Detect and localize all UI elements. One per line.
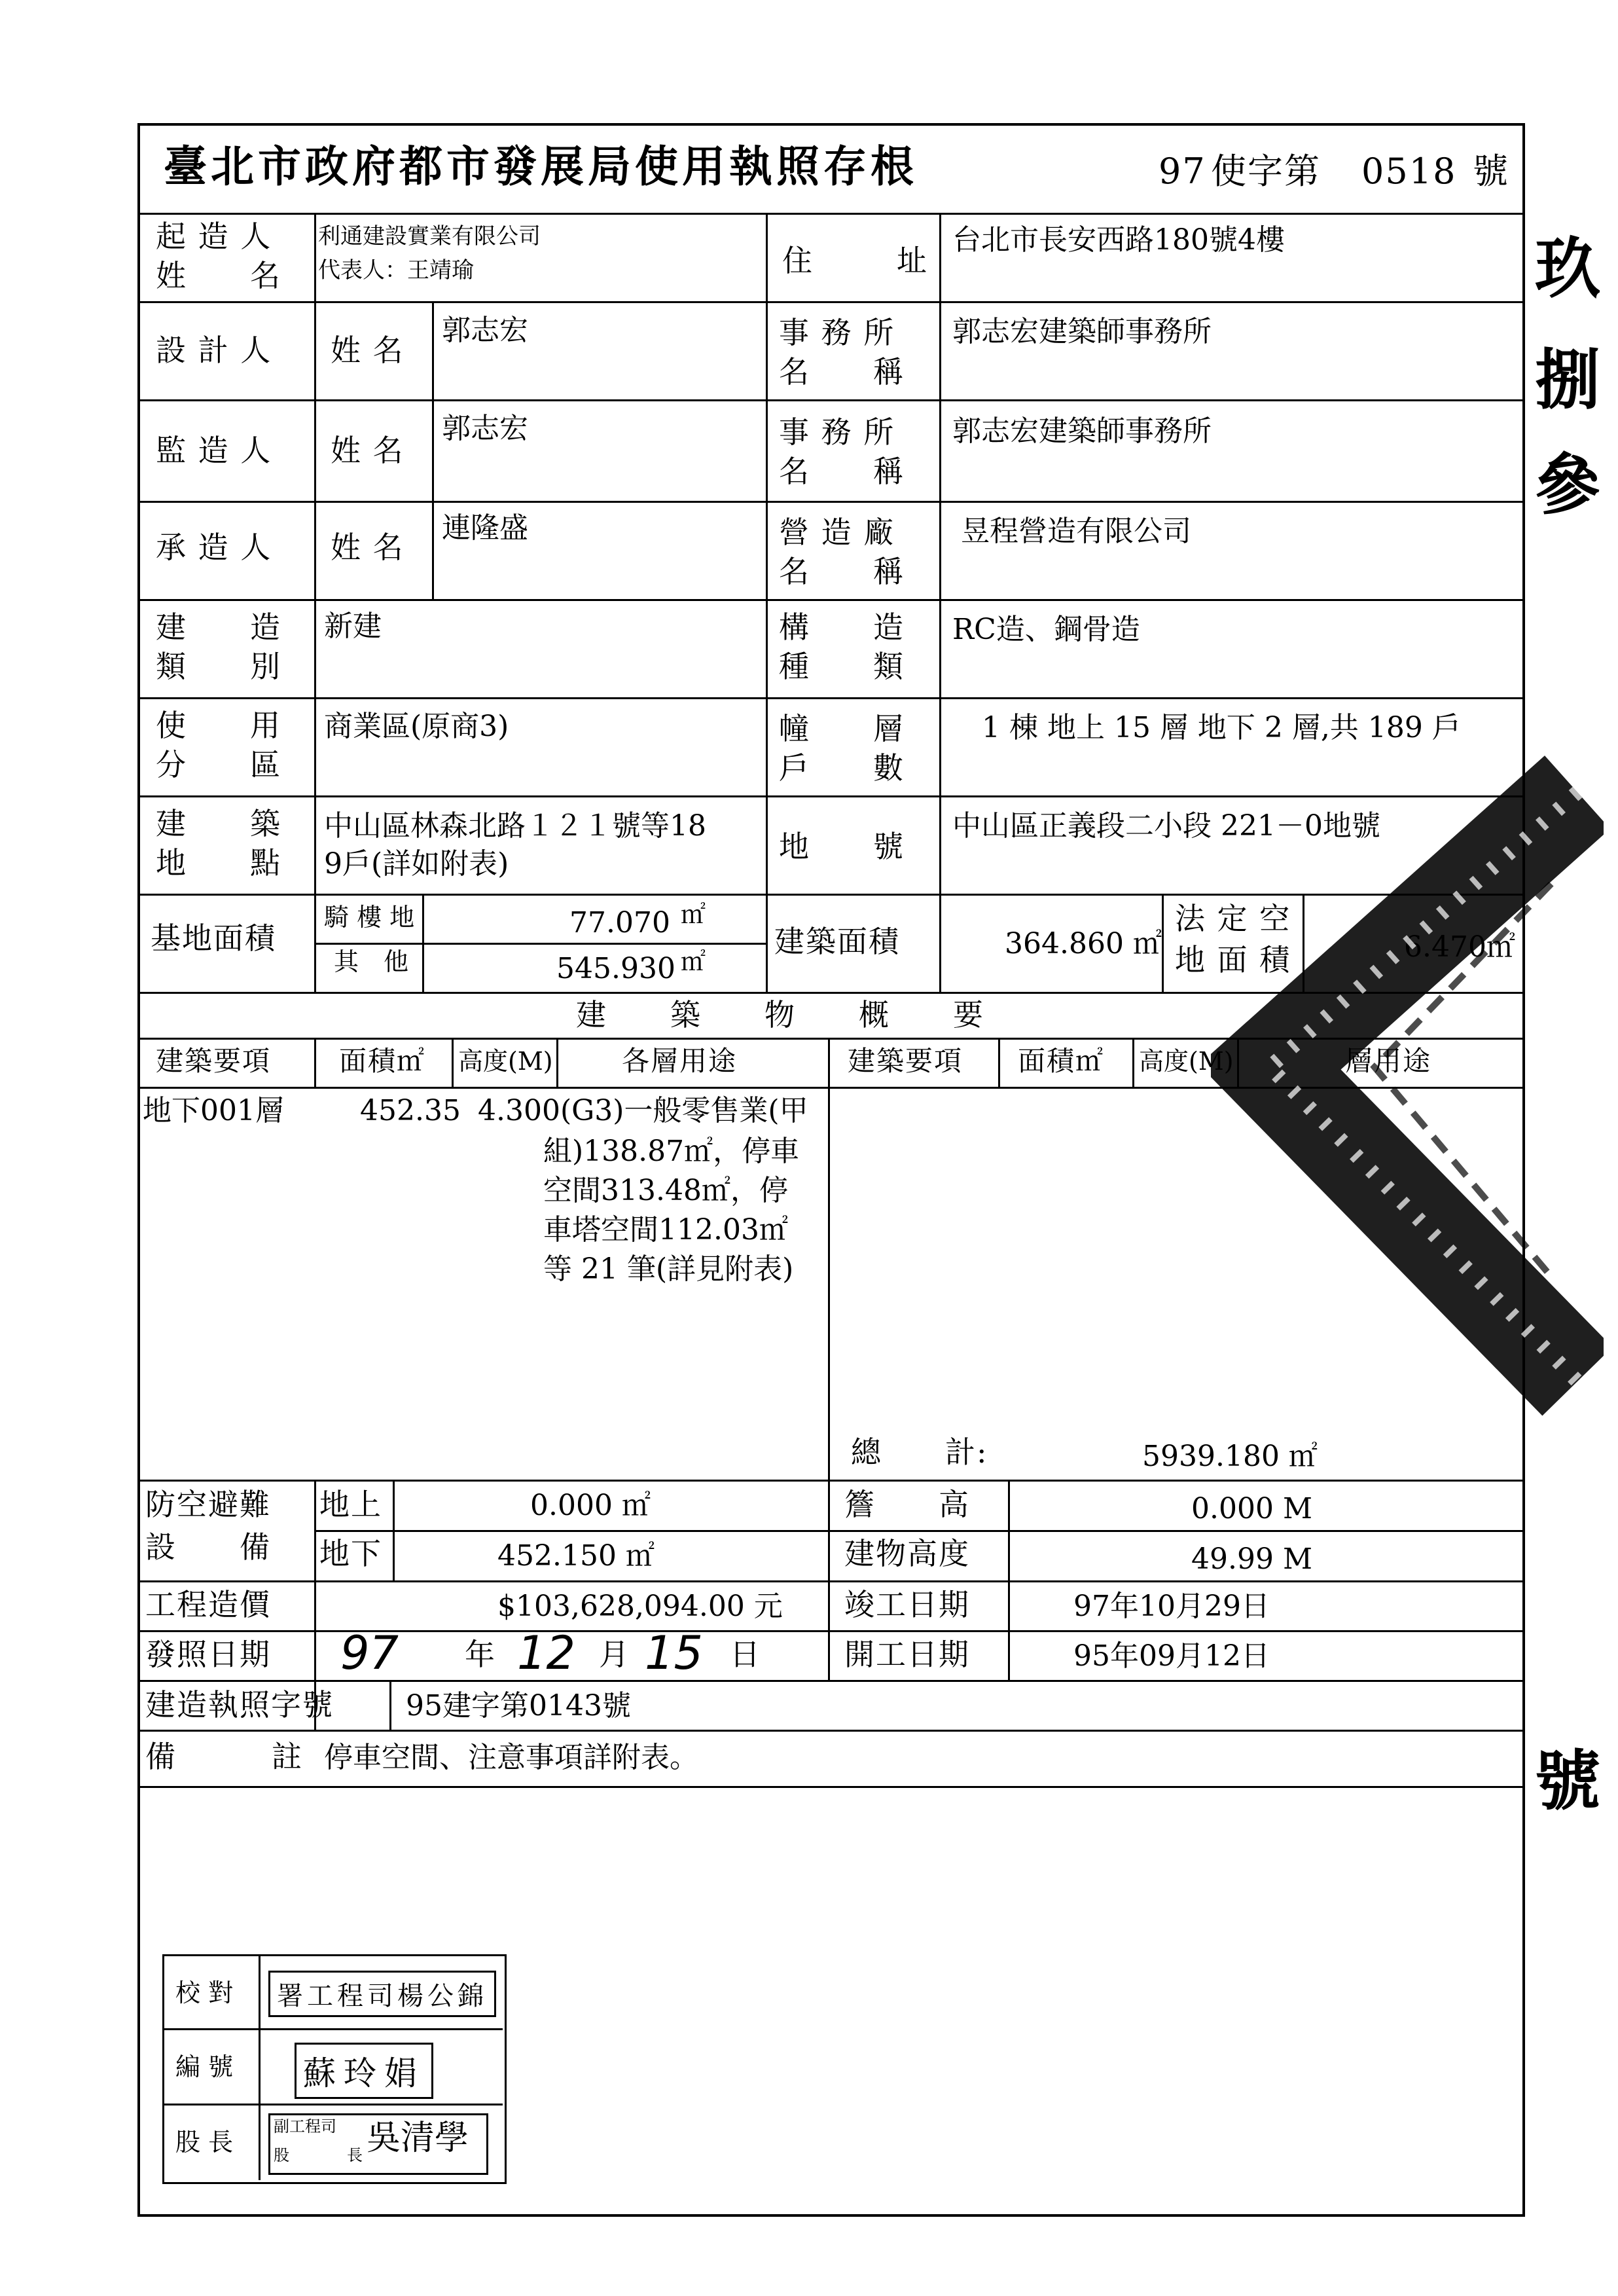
supervisor-office: 郭志宏建築師事務所: [952, 414, 1212, 448]
col-height: 高度(M): [458, 1047, 553, 1076]
rule: [137, 1680, 1525, 1682]
issue-month: 12: [517, 1626, 576, 1680]
designer-office: 郭志宏建築師事務所: [952, 315, 1212, 348]
rule: [137, 213, 1525, 215]
permit-label: 建造執照字號: [145, 1687, 334, 1722]
rule: [828, 1038, 830, 1087]
structure-value: RC造、鋼骨造: [952, 613, 1140, 646]
address-label-a: 住: [782, 243, 814, 278]
contractor-office-label-b: 名 稱: [779, 554, 905, 589]
cost-label: 工程造價: [145, 1587, 271, 1622]
cost-value: $103,628,094.00 元: [497, 1590, 783, 1623]
address-label-b: 址: [897, 243, 928, 278]
supervisor-office-label-b: 名 稱: [779, 454, 905, 489]
issue-date-label: 發照日期: [145, 1637, 271, 1672]
zoning-value: 商業區(原商3): [324, 710, 509, 743]
issue-day-unit: 日: [730, 1637, 761, 1672]
supervisor-name: 郭志宏: [442, 412, 528, 445]
start-date-value: 95年09月12日: [1073, 1639, 1270, 1673]
rule: [137, 697, 1525, 699]
contractor-name-label: 姓 名: [331, 530, 404, 565]
height-label: 建物高度: [844, 1536, 970, 1571]
margin-character: 玖: [1535, 230, 1600, 307]
height-value: 49.99 M: [1191, 1542, 1313, 1576]
shelter-above-value: 0.000 ㎡: [530, 1489, 651, 1522]
arcade-label: 騎 樓 地: [324, 903, 415, 932]
chief-stamp-unit-b: 長: [347, 2146, 363, 2164]
rule: [137, 301, 1525, 303]
eave-label: 簷 高: [844, 1487, 970, 1522]
issue-year-unit: 年: [465, 1637, 496, 1672]
rule: [452, 1038, 454, 1087]
rule: [259, 1954, 261, 2180]
col-item: 建築要項: [156, 1045, 272, 1077]
check-stamp: 署工程司楊公錦: [268, 1971, 496, 2017]
rule: [314, 943, 766, 945]
arcade-unit: ㎡: [681, 900, 706, 929]
issue-day: 15: [645, 1626, 704, 1680]
rule: [314, 213, 316, 992]
number-label: 編 號: [175, 2052, 234, 2081]
rule: [314, 1038, 316, 1087]
col-item-right: 建築要項: [848, 1045, 963, 1077]
other-area-label: 其 他: [334, 947, 409, 976]
floors-value: 1 棟 地上 15 層 地下 2 層,共 189 戶: [982, 711, 1461, 744]
rule: [389, 1680, 391, 1730]
rule: [556, 1038, 558, 1087]
build-type-label-b: 類 別: [156, 649, 281, 684]
supervisor-role: 監 造 人: [156, 433, 272, 468]
row-use-line: 空間313.48㎡，停: [543, 1174, 788, 1207]
chief-stamp-unit: 股: [274, 2146, 289, 2164]
chief-stamp-name: 吳清學: [367, 2119, 469, 2158]
floors-label-a: 幢 層: [779, 711, 905, 746]
rule: [1162, 894, 1164, 992]
rule: [422, 894, 424, 992]
completion-value: 97年10月29日: [1073, 1590, 1270, 1623]
row-floor: 地下001層: [143, 1094, 284, 1127]
rule: [998, 1038, 1000, 1087]
row-use-line: 車塔空間112.03㎡: [543, 1213, 788, 1247]
supervisor-office-label-a: 事 務 所: [779, 414, 895, 450]
row-area: 452.35: [360, 1094, 461, 1127]
rule: [162, 2104, 503, 2105]
contractor-name: 連隆盛: [442, 511, 528, 545]
rule: [162, 2028, 503, 2030]
shelter-below-label: 地下: [319, 1536, 382, 1571]
remark-value: 停車空間、注意事項詳附表。: [324, 1741, 698, 1774]
shelter-label-a: 防空避難: [145, 1487, 271, 1522]
rule: [314, 1530, 1525, 1532]
chief-label: 股 長: [175, 2128, 234, 2157]
rule: [137, 1580, 1525, 1582]
open-space-label-b: 地 面 積: [1175, 942, 1291, 977]
check-label: 校 對: [175, 1978, 234, 2007]
margin-character: 參: [1535, 446, 1600, 523]
rule: [432, 301, 434, 599]
floors-label-b: 戶 數: [779, 750, 905, 786]
serial-prefix: 97: [1159, 151, 1206, 192]
shelter-above-label: 地上: [319, 1487, 382, 1522]
shelter-label-b: 設 備: [145, 1529, 271, 1565]
rule: [137, 599, 1525, 601]
owner-representative: 代表人：王靖瑜: [318, 257, 474, 283]
location-label-b: 地 點: [156, 845, 281, 881]
row-use-line: 等 21 筆(詳見附表): [543, 1252, 794, 1286]
location-value-a: 中山區林森北路１２１號等18: [324, 809, 706, 843]
rule: [137, 1480, 1525, 1482]
owner-address: 台北市長安西路180號4樓: [952, 223, 1285, 257]
location-value-b: 9戶(詳如附表): [324, 847, 509, 881]
total-label: 總 計:: [851, 1434, 988, 1470]
remark-label-a: 備: [145, 1739, 177, 1774]
rule: [137, 399, 1525, 401]
rule: [137, 1786, 1525, 1788]
designer-office-label-a: 事 務 所: [779, 315, 895, 350]
building-area-value: 364.860 ㎡: [1005, 927, 1162, 960]
margin-character: 號: [1535, 1743, 1600, 1819]
lot-label: 地 號: [779, 829, 905, 864]
rule: [828, 1480, 830, 1680]
zoning-label-a: 使 用: [156, 708, 281, 743]
open-space-value: 6.470㎡: [1404, 930, 1515, 964]
shelter-below-value: 452.150 ㎡: [497, 1539, 655, 1573]
issue-month-unit: 月: [599, 1637, 630, 1672]
contractor-role: 承 造 人: [156, 530, 272, 565]
owner-label-a: 起 造 人: [156, 219, 272, 254]
location-label-a: 建 築: [156, 806, 281, 841]
total-value: 5939.180 ㎡: [1142, 1440, 1318, 1473]
other-area-value: 545.930: [556, 952, 675, 985]
rule: [137, 501, 1525, 503]
building-area-label: 建築面積: [774, 924, 900, 959]
structure-label-a: 構 造: [779, 610, 905, 645]
page-title: 臺北市政府都市發展局使用執照存根: [164, 141, 918, 192]
col-use-right: 層用途: [1345, 1045, 1432, 1077]
permit-value: 95建字第0143號: [406, 1689, 631, 1722]
contractor-office-label-a: 營 造 廠: [779, 515, 895, 550]
build-type-label-a: 建 造: [156, 610, 281, 645]
issue-year: 97: [340, 1626, 399, 1680]
owner-label-b: 姓 名: [156, 258, 281, 293]
seal-stamp-mark: [1211, 753, 1604, 1473]
col-use: 各層用途: [622, 1045, 738, 1077]
col-height-right: 高度(M): [1139, 1047, 1234, 1076]
margin-character: 捌: [1535, 342, 1600, 418]
zoning-label-b: 分 區: [156, 747, 281, 782]
rule: [939, 213, 941, 992]
rule: [828, 1087, 830, 1480]
rule: [766, 213, 768, 992]
completion-label: 竣工日期: [844, 1587, 970, 1622]
lot-value: 中山區正義段二小段 221－0地號: [952, 809, 1380, 843]
supervisor-name-label: 姓 名: [331, 433, 404, 468]
rule: [137, 1730, 1525, 1732]
arcade-value: 77.070: [569, 906, 670, 939]
col-area-right: 面積㎡: [1018, 1045, 1105, 1077]
row-use-line: 組)138.87㎡，停車: [543, 1135, 800, 1168]
number-stamp: 蘇玲娟: [295, 2043, 433, 2099]
designer-name: 郭志宏: [442, 314, 528, 347]
structure-label-b: 種 類: [779, 649, 905, 684]
rule: [393, 1480, 395, 1580]
serial-number: 0518: [1361, 151, 1457, 192]
designer-name-label: 姓 名: [331, 333, 404, 368]
open-space-label-a: 法 定 空: [1175, 901, 1291, 936]
chief-stamp-title: 副工程司: [274, 2117, 336, 2136]
col-area: 面積㎡: [339, 1045, 426, 1077]
remark-label-b: 註: [272, 1739, 303, 1774]
eave-value: 0.000 M: [1191, 1492, 1313, 1525]
designer-office-label-b: 名 稱: [779, 354, 905, 390]
start-date-label: 開工日期: [844, 1637, 970, 1672]
owner-company: 利通建設實業有限公司: [318, 223, 541, 249]
build-type-value: 新建: [324, 610, 382, 643]
rule: [1008, 1480, 1010, 1680]
designer-role: 設 計 人: [156, 333, 272, 368]
row-height-use: 4.300(G3)一般零售業(甲: [478, 1094, 808, 1127]
overview-title: 建 築 物 概 要: [576, 997, 984, 1032]
serial-mid: 使字第: [1211, 151, 1321, 192]
site-area-label: 基地面積: [151, 920, 276, 956]
rule: [1132, 1038, 1134, 1087]
other-area-unit: ㎡: [681, 947, 706, 976]
contractor-office: 昱程營造有限公司: [961, 515, 1191, 548]
serial-suffix: 號: [1473, 151, 1509, 192]
